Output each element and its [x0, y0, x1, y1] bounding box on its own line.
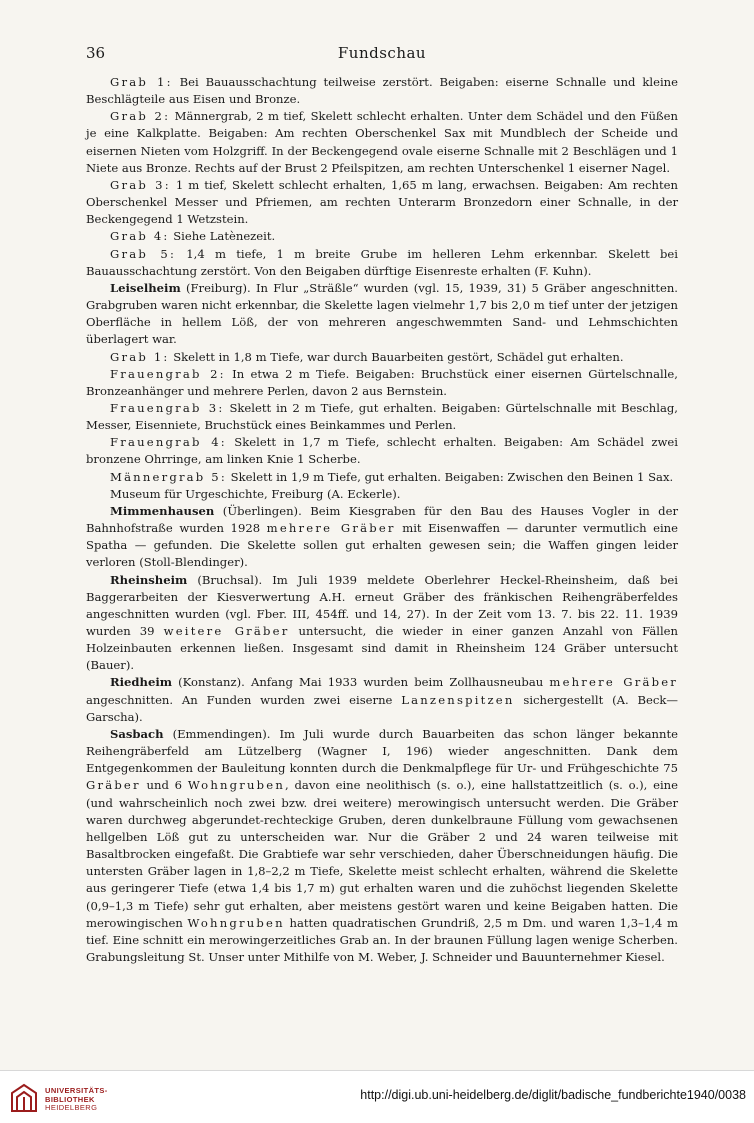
- paragraph: [86, 434, 678, 468]
- paragraph: [86, 108, 678, 177]
- paragraph-text: (Überlingen). Beim Kiesgraben für den Bau des Hauses Vogler in der Bahnhofstraße wurden 1928: [86, 503, 678, 536]
- page-number: 36: [86, 44, 106, 62]
- spaced-term: mehrere Gräber: [549, 675, 679, 690]
- permalink-url[interactable]: http://digi.ub.uni-heidelberg.de/diglit/badische_fundberichte1940/0038: [360, 1088, 746, 1102]
- paragraph-text: untersucht, die wieder in einer ganzen Anzahl von Fällen Holzeinbauten erkennen ließen. Insgesamt sind damit in Rheinsheim 124 Gräber untersucht (Bauer).: [86, 624, 678, 673]
- site-name: Riedheim: [110, 675, 172, 690]
- paragraph-text: Museum für Urgeschichte, Freiburg (A. Eckerle).: [110, 486, 401, 501]
- paragraph: [86, 726, 678, 966]
- paragraph-text: Skelett in 1,7 m Tiefe, schlecht erhalten. Beigaben: Am Schädel zwei bronzene Ohrringe, am linken Knie 1 Scherbe.: [86, 435, 678, 467]
- paragraph-text: 1 m tief, Skelett schlecht erhalten, 1,65 m lang, erwachsen. Beigaben: Am rechten Oberschenkel Messer und Pfriemen, am rechten Unterarm Bronzedorn einer Schnalle, in der Beckengegend 1 Wetzstein.: [86, 177, 678, 227]
- paragraph: [86, 228, 678, 245]
- paragraph-text: angeschnitten. An Funden wurden zwei eiserne: [86, 692, 402, 707]
- library-name[interactable]: [45, 1087, 108, 1113]
- library-name-line: UNIVERSITÄTS-: [45, 1086, 108, 1095]
- spaced-term: Grab 4:: [110, 229, 170, 244]
- paragraph: [86, 572, 678, 675]
- spaced-term: Frauengrab 3:: [110, 400, 225, 415]
- paragraph-text: Skelett in 1,8 m Tiefe, war durch Bauarbeiten gestört, Schädel gut erhalten.: [169, 349, 624, 364]
- document-body: [86, 74, 678, 966]
- spaced-term: Gräber: [86, 778, 141, 793]
- site-name: Rheinsheim: [110, 572, 188, 587]
- spaced-term: Grab 1:: [110, 75, 173, 89]
- paragraph-text: Skelett in 1,9 m Tiefe, gut erhalten. Beigaben: Zwischen den Beinen 1 Sax.: [227, 469, 674, 484]
- paragraph-text: , davon eine neolithisch (s. o.), eine hallstattzeitlich (s. o.), eine (und wahrscheinlich noch zwei bzw. drei weitere) merowingisch untersucht werden. Die Gräber waren durchweg abgerundet-rechteckige Gruben, deren dunkelbraune Füllung vom gewachsenen hellgelben Löß gut zu unterscheiden war. Nur die Gräber 2 und 24 waren teilweise mit Basaltbrocken eingefaßt. Die Grabtiefe war sehr verschieden, daher Überschneidungen häufig. Die untersten Gräber lagen in 1,8–2,2 m Tiefe, Skelette meist schlecht erhalten, während die Skelette aus geringerer Tiefe (etwa 1,4 bis 1,7 m) gut erhalten waren und die zuhöchst liegenden Skelette (0,9–1,3 m Tiefe) sehr gut erhalten, aber meistens gestört waren und keine Beigaben hatten. Die merowingischen: [86, 778, 678, 930]
- viewer-footer: [0, 1070, 754, 1123]
- paragraph-text: 1,4 m tiefe, 1 m breite Grube im helleren Lehm erkennbar. Skelett bei Bauausschachtung zerstört. Von den Beigaben dürftige Eisenreste erhalten (F. Kuhn).: [86, 246, 678, 278]
- library-name-line: HEIDELBERG: [45, 1103, 98, 1112]
- paragraph-text: In etwa 2 m Tiefe. Beigaben: Bruchstück einer eisernen Gürtelschnalle, Bronzeanhänger und mehrere Perlen, davon 2 aus Bernstein.: [86, 366, 678, 398]
- spaced-term: Grab 2:: [110, 109, 171, 124]
- paragraph: [86, 400, 678, 434]
- paragraph: [86, 280, 678, 349]
- paragraph: [86, 486, 678, 503]
- paragraph-text: (Bruchsal). Im Juli 1939 meldete Oberlehrer Heckel-Rheinsheim, daß bei Baggerarbeiten der Kiesverwertung A.H. erneut Gräber des fränkischen Reihengräberfeldes angeschnitten wurden (vgl. Fber. III, 454ff. und 14, 27). In der Zeit vom 13. 7. bis 22. 11. 1939 wurden 39: [86, 572, 678, 638]
- paragraph-text: (Freiburg). In Flur „Sträßle“ wurden (vgl. 15, 1939, 31) 5 Gräber angeschnitten. Grabgruben waren nicht erkennbar, die Skelette lagen vielmehr 1,7 bis 2,0 m tief unter der jetzigen Oberfläche in hellem Löß, der von mehreren angeschwemmten Sand- und Lehmschichten überlagert war.: [86, 280, 678, 347]
- site-name: Sasbach: [110, 726, 164, 741]
- spaced-term: Grab 3:: [110, 177, 171, 192]
- paragraph: [86, 469, 678, 486]
- paragraph-text: Siehe Latènezeit.: [169, 229, 276, 244]
- paragraph-text: hatten quadratischen Grundriß, 2,5 m Dm. und waren 1,3–1,4 m tief. Eine schnitt ein merowingerzeitliches Grab an. In der braunen Füllung lagen wenige Scherben. Grabungsleitung St. Unser unter Mithilfe von M. Weber, J. Schneider und Bauunternehmer Kiesel.: [86, 915, 678, 964]
- paragraph-text: mit Eisenwaffen — darunter vermutlich eine Spatha — gefunden. Die Skelette sollen gut erhalten gewesen sein; die Waffen gingen leider verloren (Stoll-Blendinger).: [86, 521, 679, 570]
- paragraph-text: (Konstanz). Anfang Mai 1933 wurden beim Zollhausneubau: [172, 675, 550, 690]
- paragraph-text: und 6: [140, 778, 188, 793]
- spaced-term: weitere Gräber: [163, 624, 290, 638]
- spaced-term: Männergrab 5:: [110, 469, 227, 484]
- paragraph: [86, 674, 678, 725]
- spaced-term: Frauengrab 4:: [110, 435, 227, 450]
- site-name: Leiselheim: [110, 280, 181, 295]
- running-title: Fundschau: [337, 44, 427, 62]
- paragraph-text: Männergrab, 2 m tief, Skelett schlecht erhalten. Unter dem Schädel und den Füßen je eine Kalkplatte. Beigaben: Am rechten Oberschenkel Sax mit Mundblech der Scheide und eisernen Nieten vom Holzgriff. In der Beckengegend ovale eiserne Schnalle mit 2 Beschlägen und 1 Niete aus Bronze. Rechts auf der Brust 2 Pfeilspitzen, am rechten Unterschenkel 1 eiserner Nagel.: [86, 109, 678, 175]
- paragraph-text: sichergestellt (A. Beck—Garscha).: [86, 692, 678, 724]
- paragraph-text: Bei Bauausschachtung teilweise zerstört. Beigaben: eiserne Schnalle und kleine Beschlägteile aus Eisen und Bronze.: [86, 75, 678, 107]
- university-library-logo-icon: [10, 1083, 38, 1113]
- spaced-term: Grab 1:: [110, 349, 170, 364]
- paragraph: [86, 366, 678, 400]
- site-name: Mimmenhausen: [110, 503, 215, 518]
- paragraph: [86, 74, 678, 108]
- spaced-term: Frauengrab 2:: [110, 366, 226, 381]
- paragraph: [86, 503, 678, 572]
- spaced-term: Wohngruben: [187, 778, 286, 793]
- paragraph: [86, 349, 678, 366]
- spaced-term: Lanzenspitzen: [401, 692, 515, 707]
- paragraph-text: (Emmendingen). Im Juli wurde durch Bauarbeiten das schon länger bekannte Reihengräberfeld am Lützelberg (Wagner I, 196) wieder angeschnitten. Dank dem Entgegenkommen der Bauleitung konnten durch die Denkmalpflege für Ur- und Frühgeschichte 75: [86, 726, 678, 776]
- paragraph-text: Skelett in 2 m Tiefe, gut erhalten. Beigaben: Gürtelschnalle mit Beschlag, Messer, Eisenniete, Bruchstück eines Beinkammes und Perlen.: [86, 400, 678, 433]
- library-name-line: BIBLIOTHEK: [45, 1094, 95, 1104]
- page-header: [86, 44, 678, 68]
- paragraph: [86, 246, 678, 280]
- paragraph: [86, 177, 678, 228]
- spaced-term: Grab 5:: [110, 246, 177, 261]
- spaced-term: mehrere Gräber: [266, 521, 396, 536]
- spaced-term: Wohngruben: [187, 915, 285, 930]
